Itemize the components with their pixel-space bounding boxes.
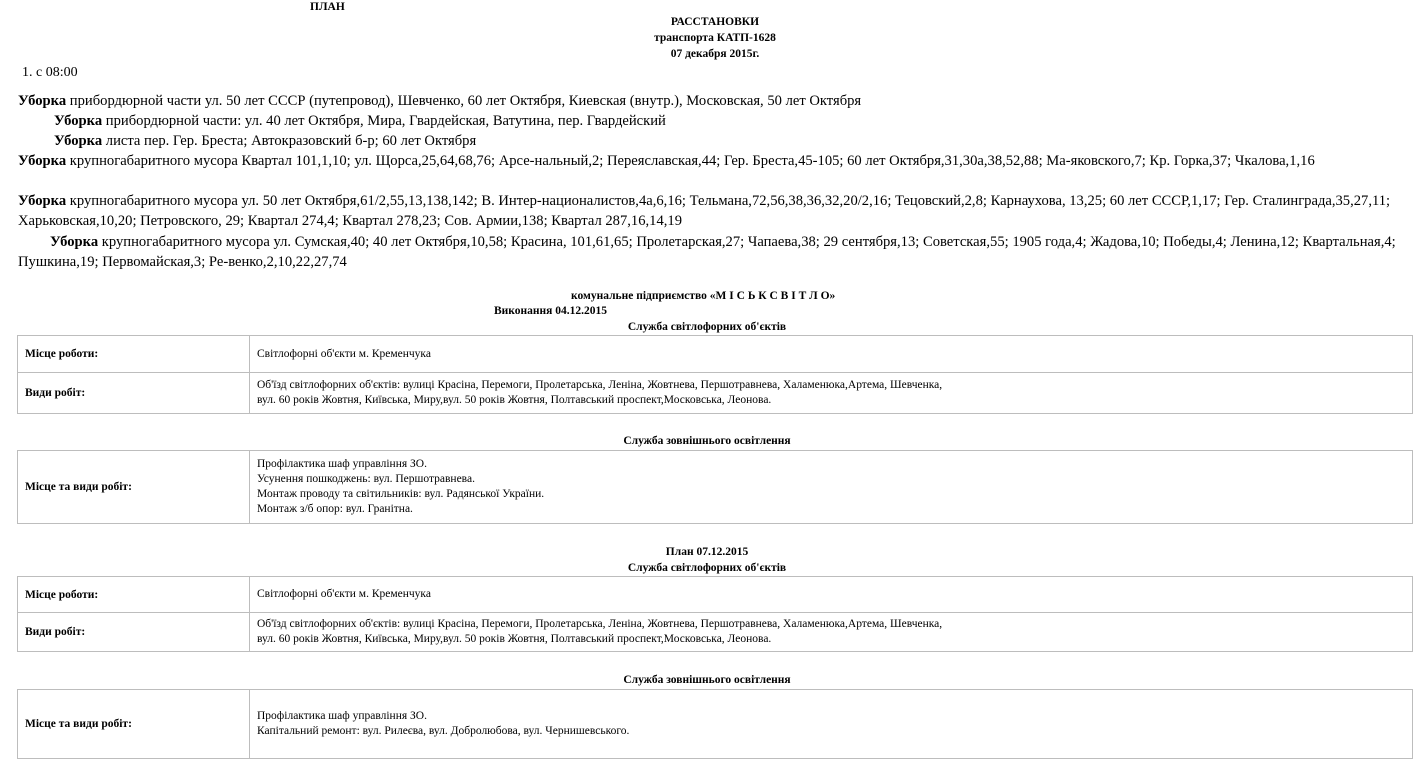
cleaning-paragraph bbox=[18, 111, 1410, 131]
work-line: Монтаж проводу та світильників: вул. Радянської України. bbox=[257, 488, 545, 500]
table-row bbox=[18, 336, 1412, 373]
time-item: 1. с 08:00 bbox=[22, 65, 78, 80]
work-value bbox=[251, 612, 1412, 651]
work-line: Профілактика шаф управління ЗО. bbox=[257, 710, 427, 722]
work-value bbox=[251, 372, 1412, 413]
cleaning-paragraph bbox=[18, 151, 1410, 171]
cleaning-label: Уборка bbox=[54, 113, 103, 129]
document-title: РАССТАНОВКИ bbox=[670, 16, 760, 28]
cleaning-label: Уборка bbox=[54, 133, 103, 149]
work-line: Усунення пошкоджень: вул. Першотравнева. bbox=[257, 473, 475, 485]
place-work-value bbox=[251, 451, 1412, 523]
table-row bbox=[18, 690, 1412, 758]
cleaning-paragraph bbox=[18, 232, 1410, 272]
place-value bbox=[251, 336, 1412, 372]
exec-lighting-table bbox=[17, 450, 1413, 524]
table-row bbox=[18, 372, 1412, 413]
place-label: Місце роботи: bbox=[18, 577, 250, 612]
place-value-text: Світлофорні об'єкти м. Кременчука bbox=[257, 588, 431, 600]
service-lighting-title: Служба зовнішнього освітлення bbox=[623, 674, 791, 686]
plan-label: ПЛАН bbox=[310, 1, 345, 13]
plan-lighting-table bbox=[17, 689, 1413, 759]
cleaning-label: Уборка bbox=[50, 234, 99, 250]
work-line: вул. 60 років Жовтня, Київська, Миру,вул. 50 років Жовтня, Полтавський проспект,Московська, Леонова. bbox=[257, 393, 772, 406]
cleaning-text: крупногабаритного мусора ул. 50 лет Октября,61/2,55,13,138,142; В. Интер-националистов,4а,6,16; Тельмана,72,56,38,36,32,20/2,16; Тецовский,2,8; Карнаухова, 13,25; 60 лет СССР,1,17; Гер. Сталинграда,35,27,11; Харьковская,10,20; Петровского, 29; Квартал 274,4; Квартал 278,23; Сов. Армии,138; Квартал 287,16,14,19 bbox=[18, 193, 1391, 229]
cleaning-paragraph bbox=[18, 91, 1410, 111]
table-row bbox=[18, 612, 1412, 651]
cleaning-text: прибордюрной части ул. 50 лет СССР (путепровод), Шевченко, 60 лет Октября, Киевская (внутр.), Московская, 50 лет Октября bbox=[66, 93, 862, 109]
plan-title: План 07.12.2015 bbox=[665, 546, 749, 558]
cleaning-label: Уборка bbox=[18, 93, 67, 109]
cleaning-paragraph bbox=[18, 191, 1410, 231]
place-label: Місце роботи: bbox=[18, 336, 250, 372]
cleaning-label: Уборка bbox=[18, 193, 67, 209]
cleaning-text: прибордюрной части: ул. 40 лет Октября, Мира, Гвардейская, Ватутина, пер. Гвардейский bbox=[102, 113, 666, 129]
work-line: вул. 60 років Жовтня, Київська, Миру,вул. 50 років Жовтня, Полтавський проспект,Московська, Леонова. bbox=[257, 632, 772, 645]
work-line: Об'їзд світлофорних об'єктів: вулиці Красіна, Перемоги, Пролетарська, Леніна, Жовтнева, Першотравнева, Халаменюка,Артема, Шевченка, bbox=[257, 378, 943, 391]
work-line: Об'їзд світлофорних об'єктів: вулиці Красіна, Перемоги, Пролетарська, Леніна, Жовтнева, Першотравнева, Халаменюка,Артема, Шевченка, bbox=[257, 617, 943, 630]
work-line: Монтаж з/б опор: вул. Гранітна. bbox=[257, 503, 413, 515]
work-line: Капітальний ремонт: вул. Рилеєва, вул. Добролюбова, вул. Чернишевського. bbox=[257, 725, 630, 737]
work-line: Профілактика шаф управління ЗО. bbox=[257, 458, 427, 470]
plan-traffic-table bbox=[17, 576, 1413, 652]
work-label: Види робіт: bbox=[18, 612, 250, 651]
organization-name: комунальне підприємство «М І С Ь К С В І Т Л О» bbox=[571, 290, 836, 302]
cleaning-label: Уборка bbox=[18, 153, 67, 169]
document-date: 07 декабря 2015г. bbox=[670, 48, 760, 60]
service-traffic-title: Служба світлофорних об'єктів bbox=[627, 562, 787, 574]
document-subtitle: транспорта КАТП-1628 bbox=[654, 32, 776, 44]
place-work-label: Місце та види робіт: bbox=[18, 690, 250, 758]
cleaning-text: крупногабаритного мусора Квартал 101,1,10; ул. Щорса,25,64,68,76; Арсе-нальный,2; Переяславская,44; Гер. Бреста,45-105; 60 лет Октября,31,30а,38,52,88; Ма-яковского,7; Кр. Горка,37; Чкалова,1,16 bbox=[66, 153, 1315, 169]
place-value-text: Світлофорні об'єкти м. Кременчука bbox=[257, 347, 431, 360]
work-label: Види робіт: bbox=[18, 372, 250, 413]
execution-title: Виконання 04.12.2015 bbox=[494, 305, 607, 317]
table-row bbox=[18, 451, 1412, 523]
cleaning-text: листа пер. Гер. Бреста; Автокразовский б-р; 60 лет Октября bbox=[102, 133, 477, 149]
service-lighting-title: Служба зовнішнього освітлення bbox=[623, 435, 791, 447]
place-value bbox=[251, 577, 1412, 612]
cleaning-text: крупногабаритного мусора ул. Сумская,40; 40 лет Октября,10,58; Красина, 101,61,65; Пролетарская,27; Чапаева,38; 29 сентября,13; Советская,55; 1905 года,4; Жадова,10; Победы,4; Ленина,12; Квартальная,4; Пушкина,19; Первомайская,3; Ре-венко,2,10,22,27,74 bbox=[18, 234, 1396, 270]
place-work-value bbox=[251, 690, 1412, 758]
table-row bbox=[18, 577, 1412, 613]
place-work-label: Місце та види робіт: bbox=[18, 451, 250, 523]
exec-traffic-table bbox=[17, 335, 1413, 414]
service-traffic-title: Служба світлофорних об'єктів bbox=[627, 321, 787, 333]
cleaning-paragraph bbox=[18, 131, 1410, 151]
